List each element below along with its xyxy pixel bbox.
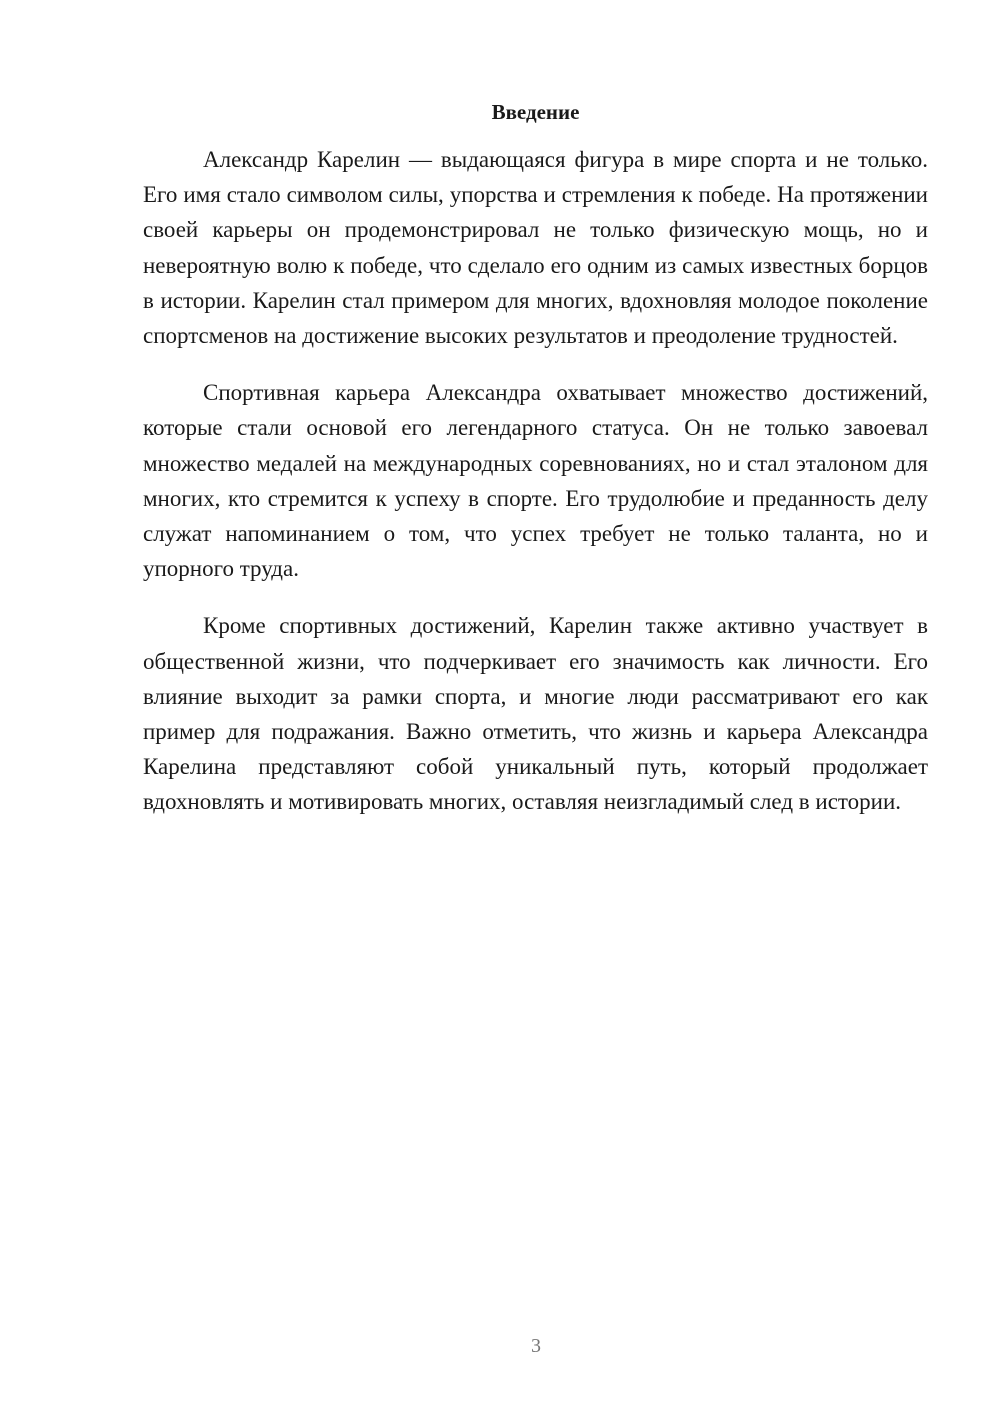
paragraph-3: Кроме спортивных достижений, Карелин также активно участвует в общественной жизни, что подчеркивает его значимость как личности. Его влияние выходит за рамки спорта, и многие люди рассматривают его как пример для подражания. Важно отметить, что жизнь и карьера Александра Карелина представляют собой уникальный путь, который продолжает вдохновлять и мотивировать многих, оставляя неизгладимый след в истории. — [143, 613, 928, 815]
paragraph-2: Спортивная карьера Александра охватывает множество достижений, которые стали основой его легендарного статуса. Он не только завоевал множество медалей на международных соревнованиях, но и стал эталоном для многих, кто стремится к успеху в спорте. Его трудолюбие и преданность делу служат напоминанием о том, что успех требует не только таланта, но и упорного труда. — [143, 380, 928, 582]
page-number: 3 — [531, 1335, 541, 1357]
body-text — [143, 142, 928, 842]
section-title: Введение — [491, 100, 580, 124]
paragraph-1: Александр Карелин — выдающаяся фигура в мире спорта и не только. Его имя стало символом силы, упорства и стремления к победе. На протяжении своей карьеры он продемонстрировал не только физическую мощь, но и невероятную волю к победе, что сделало его одним из самых известных борцов в истории. Карелин стал примером для многих, вдохновляя молодое поколение спортсменов на достижение высоких результатов и преодоление трудностей. — [143, 147, 928, 349]
